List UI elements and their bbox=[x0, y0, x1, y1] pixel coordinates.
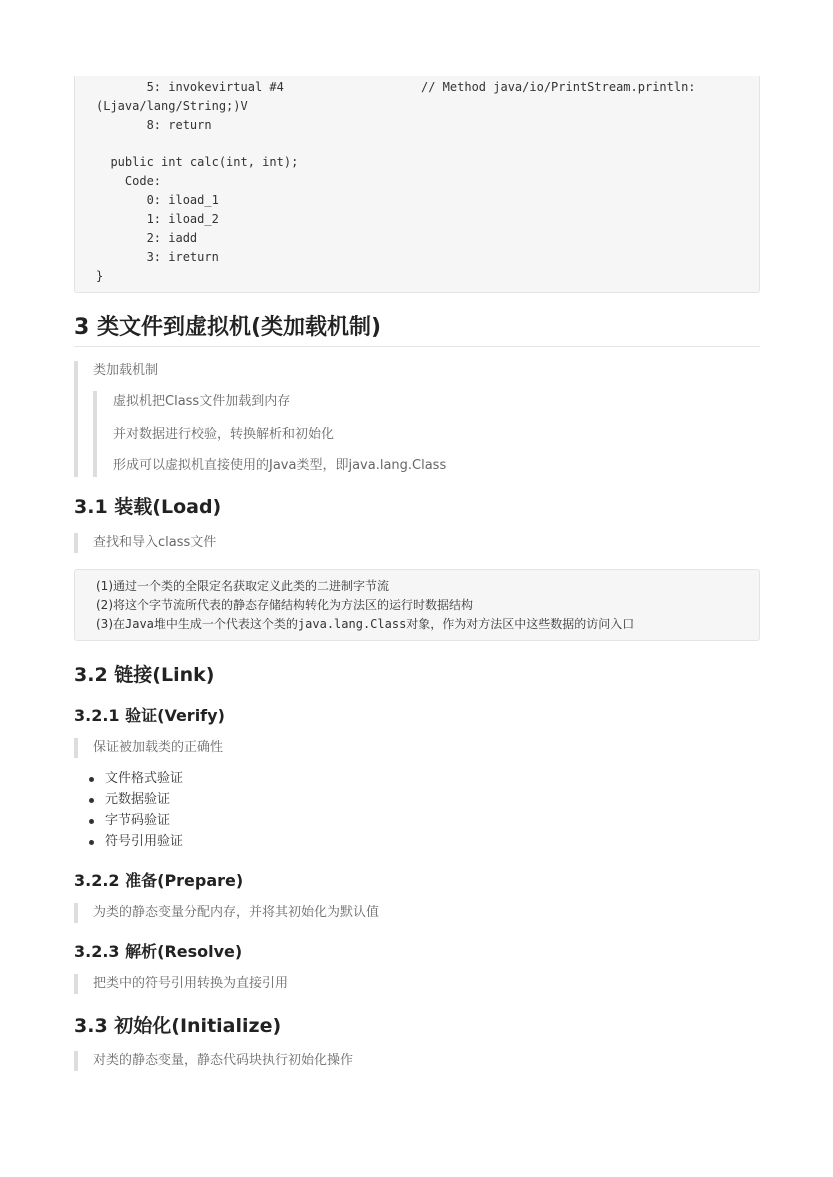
blockquote-text: 并对数据进行校验，转换解析和初始化 bbox=[113, 427, 335, 442]
code-line: 0: iload_1 bbox=[96, 193, 219, 207]
code-line: 5: invokevirtual #4 bbox=[96, 80, 284, 94]
code-line: } bbox=[96, 269, 104, 283]
list-item: 元数据验证 bbox=[105, 792, 171, 807]
list-item: 文件格式验证 bbox=[105, 771, 184, 786]
blockquote-text: 类加载机制 bbox=[93, 363, 159, 378]
section-3-2-2-heading: 3.2.2 准备(Prepare) bbox=[74, 871, 244, 890]
bullet bbox=[89, 840, 94, 845]
section-3-2-heading: 3.2 链接(Link) bbox=[74, 664, 215, 686]
nested-blockquote-bar bbox=[93, 391, 97, 477]
section-3-3-heading: 3.3 初始化(Initialize) bbox=[74, 1015, 282, 1037]
code-line: 3: ireturn bbox=[96, 250, 219, 264]
code-text: (3)在 bbox=[96, 617, 125, 631]
blockquote-bar bbox=[74, 361, 78, 477]
bullet bbox=[89, 819, 94, 824]
section-3-1-heading: 3.1 装载(Load) bbox=[74, 496, 222, 518]
blockquote-bar bbox=[74, 903, 78, 923]
section-3-2-1-heading: 3.2.1 验证(Verify) bbox=[74, 706, 225, 725]
section-3-heading: 3 类文件到虚拟机(类加载机制) bbox=[74, 315, 382, 340]
code-text: Java bbox=[125, 617, 154, 631]
blockquote-text: 形成可以虚拟机直接使用的Java类型，即java.lang.Class bbox=[113, 458, 447, 473]
blockquote-bar bbox=[74, 974, 78, 994]
code-comment: // Method java/io/PrintStream.println: bbox=[421, 80, 696, 94]
blockquote-bar bbox=[74, 533, 78, 553]
section-3-2-3-heading: 3.2.3 解析(Resolve) bbox=[74, 942, 243, 961]
list-item: 字节码验证 bbox=[105, 813, 171, 828]
blockquote-text: 为类的静态变量分配内存，并将其初始化为默认值 bbox=[93, 905, 380, 920]
code-line: (1)通过一个类的全限定名获取定义此类的二进制字节流 bbox=[96, 579, 390, 593]
code-text: 堆中生成一个代表这个类的 bbox=[153, 617, 298, 631]
blockquote-text: 查找和导入class文件 bbox=[93, 535, 217, 550]
code-line: 2: iadd bbox=[96, 231, 198, 245]
code-line bbox=[96, 616, 634, 632]
code-line: (Ljava/lang/String;)V bbox=[96, 99, 248, 113]
blockquote-text: 把类中的符号引用转换为直接引用 bbox=[93, 976, 289, 991]
code-line: Code: bbox=[96, 174, 162, 188]
blockquote-bar bbox=[74, 738, 78, 758]
list-item: 符号引用验证 bbox=[105, 834, 184, 849]
blockquote-text: 对类的静态变量，静态代码块执行初始化操作 bbox=[93, 1053, 354, 1068]
code-line: 1: iload_2 bbox=[96, 212, 219, 226]
bullet bbox=[89, 777, 94, 782]
code-text: 对象，作为对方法区中这些数据的访问入口 bbox=[406, 617, 635, 631]
heading-divider bbox=[74, 346, 760, 347]
blockquote-bar bbox=[74, 1051, 78, 1071]
code-text: java.lang.Class bbox=[297, 617, 407, 631]
code-line: 8: return bbox=[96, 118, 212, 132]
code-line: public int calc(int, int); bbox=[96, 155, 299, 169]
blockquote-text: 虚拟机把Class文件加载到内存 bbox=[113, 394, 291, 409]
code-line: (2)将这个字节流所代表的静态存储结构转化为方法区的运行时数据结构 bbox=[96, 598, 474, 612]
bullet bbox=[89, 798, 94, 803]
blockquote-text: 保证被加载类的正确性 bbox=[93, 740, 224, 755]
